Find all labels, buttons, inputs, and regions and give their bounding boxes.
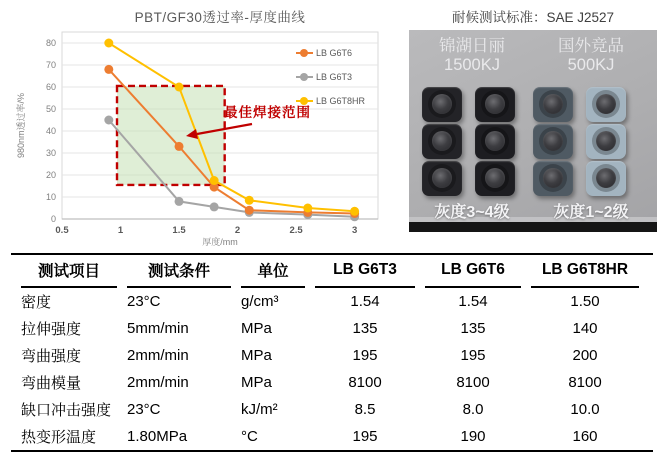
x-tick-label: 1.5 [172,225,186,236]
value-cell: 135 [352,320,378,337]
value-cell: 8100 [568,374,602,391]
grade-label-left: 灰度3~4级 [434,204,510,221]
property-cell: 缺口冲击强度 [21,402,112,419]
table-row [21,396,639,423]
group-energy: 500KJ [567,56,615,74]
group-name: 锦湖日丽 [439,37,505,55]
col-header-unit: 单位 [241,255,305,288]
unit-cell: g/cm³ [241,293,279,310]
unit-cell: MPa [241,320,272,337]
table-row [21,369,639,396]
x-tick-label: 2.5 [289,225,303,236]
optimal-weld-range-annotation: 最佳焊接范围 [224,105,311,120]
piece-hole [432,168,452,188]
properties-table-section [11,253,653,452]
value-cell: 195 [352,428,378,445]
test-piece [533,161,573,196]
piece-group [422,87,515,196]
value-cell: 8100 [456,374,490,391]
y-tick-label: 40 [45,126,56,136]
legend-label: LB G6T3 [316,72,353,82]
piece-column [533,87,573,196]
piece-hole [543,168,563,188]
test-piece [586,87,626,122]
test-piece [475,124,515,159]
condition-cell: 1.80MPa [127,428,188,445]
test-piece [475,161,515,196]
legend-item [296,65,365,89]
y-tick-label: 80 [45,38,56,48]
y-tick-label: 30 [45,148,56,158]
table-row [21,288,639,315]
value-cell: 195 [352,347,378,364]
test-piece [422,124,462,159]
series-lb-g6t6-point [175,142,184,151]
test-piece [422,87,462,122]
value-cell: 200 [572,347,598,364]
test-pieces-grid [422,87,626,196]
piece-hole [485,168,505,188]
y-tick-label: 0 [50,214,56,224]
test-piece [422,161,462,196]
legend-label: LB G6T8HR [316,96,366,106]
piece-hole [485,94,505,114]
x-tick-label: 1 [117,225,124,236]
series-lb-g6t8hr-point [350,207,359,216]
group-energy: 1500KJ [444,56,500,74]
series-lb-g6t8hr-point [210,176,219,185]
unit-cell: MPa [241,347,272,364]
piece-hole [596,94,616,114]
piece-hole [432,131,452,151]
test-piece [533,124,573,159]
weathering-panel [409,0,657,252]
piece-hole [543,131,563,151]
col-header-property: 测试项目 [21,255,117,288]
y-tick-label: 60 [45,82,56,92]
value-cell: 8100 [348,374,382,391]
y-tick-label: 10 [45,192,56,202]
value-cell: 1.54 [458,293,488,310]
transmittance-thickness-chart [0,0,408,252]
piece-hole [543,94,563,114]
condition-cell: 5mm/min [127,320,189,337]
legend-marker-icon [296,76,313,78]
y-axis-title: 980nm透过率/% [16,92,26,159]
series-lb-g6t3-point [175,197,184,206]
value-cell: 8.5 [354,401,376,418]
property-cell: 热变形温度 [21,429,97,446]
chart-title: PBT/GF30透过率-厚度曲线 [134,10,306,25]
table-row [21,315,639,342]
piece-group [533,87,626,196]
legend-label: LB G6T6 [316,48,353,58]
piece-column [475,87,515,196]
legend-marker-icon [296,52,313,54]
property-cell: 密度 [21,294,52,311]
property-cell: 弯曲强度 [21,348,82,365]
unit-cell: °C [241,428,258,445]
condition-cell: 23°C [127,293,161,310]
unit-cell: MPa [241,374,272,391]
col-header-lb-g6t6: LB G6T6 [425,255,521,288]
condition-cell: 2mm/min [127,347,189,364]
weathering-test-photo [409,30,657,232]
value-cell: 1.54 [350,293,380,310]
optimal-weld-range-box [117,86,225,185]
piece-column [422,87,462,196]
condition-cell: 2mm/min [127,374,189,391]
series-lb-g6t8hr-point [104,39,113,48]
x-tick-label: 2 [234,225,241,236]
series-lb-g6t6-point [104,65,113,74]
x-tick-label: 3 [351,225,358,236]
x-tick-label: 0.5 [55,225,69,236]
piece-column [586,87,626,196]
series-lb-g6t6-point [245,206,254,215]
condition-cell: 23°C [127,401,161,418]
series-lb-g6t3-point [104,116,113,125]
test-piece [586,161,626,196]
unit-cell: kJ/m² [241,401,278,418]
legend-item [296,41,365,65]
piece-hole [596,131,616,151]
value-cell: 190 [460,428,486,445]
series-lb-g6t8hr-point [175,83,184,92]
chart-panel [0,0,408,252]
piece-hole [432,94,452,114]
value-cell: 160 [572,428,598,445]
series-lb-g6t8hr-point [245,196,254,205]
series-lb-g6t8hr-point [303,204,312,213]
group-label-right [533,37,649,75]
group-name: 国外竞品 [558,37,624,55]
table-row [21,342,639,369]
col-header-lb-g6t8hr: LB G6T8HR [531,255,639,288]
value-cell: 8.0 [462,401,484,418]
y-tick-label: 50 [45,104,56,114]
y-tick-label: 20 [45,170,56,180]
test-piece [533,87,573,122]
piece-hole [596,168,616,188]
group-label-left [415,37,529,75]
property-cell: 弯曲模量 [21,375,82,392]
weathering-standard-title: 耐候测试标准：SAE J2527 [451,10,615,25]
test-piece [586,124,626,159]
photo-bottom-strip [409,222,657,232]
properties-table [11,255,649,450]
value-cell: 195 [460,347,486,364]
series-lb-g6t3-point [210,202,219,211]
value-cell: 1.50 [570,293,600,310]
x-axis-title: 厚度/mm [202,237,238,247]
value-cell: 140 [572,320,598,337]
table-row [21,423,639,450]
test-piece [475,87,515,122]
y-tick-label: 70 [45,60,56,70]
value-cell: 135 [460,320,486,337]
col-header-condition: 测试条件 [127,255,231,288]
property-cell: 拉伸强度 [21,321,82,338]
piece-hole [485,131,505,151]
value-cell: 10.0 [570,401,600,418]
col-header-lb-g6t3: LB G6T3 [315,255,415,288]
grade-label-right: 灰度1~2级 [553,204,629,221]
table-bottom-rule [11,450,653,452]
table-header-row [21,255,639,288]
